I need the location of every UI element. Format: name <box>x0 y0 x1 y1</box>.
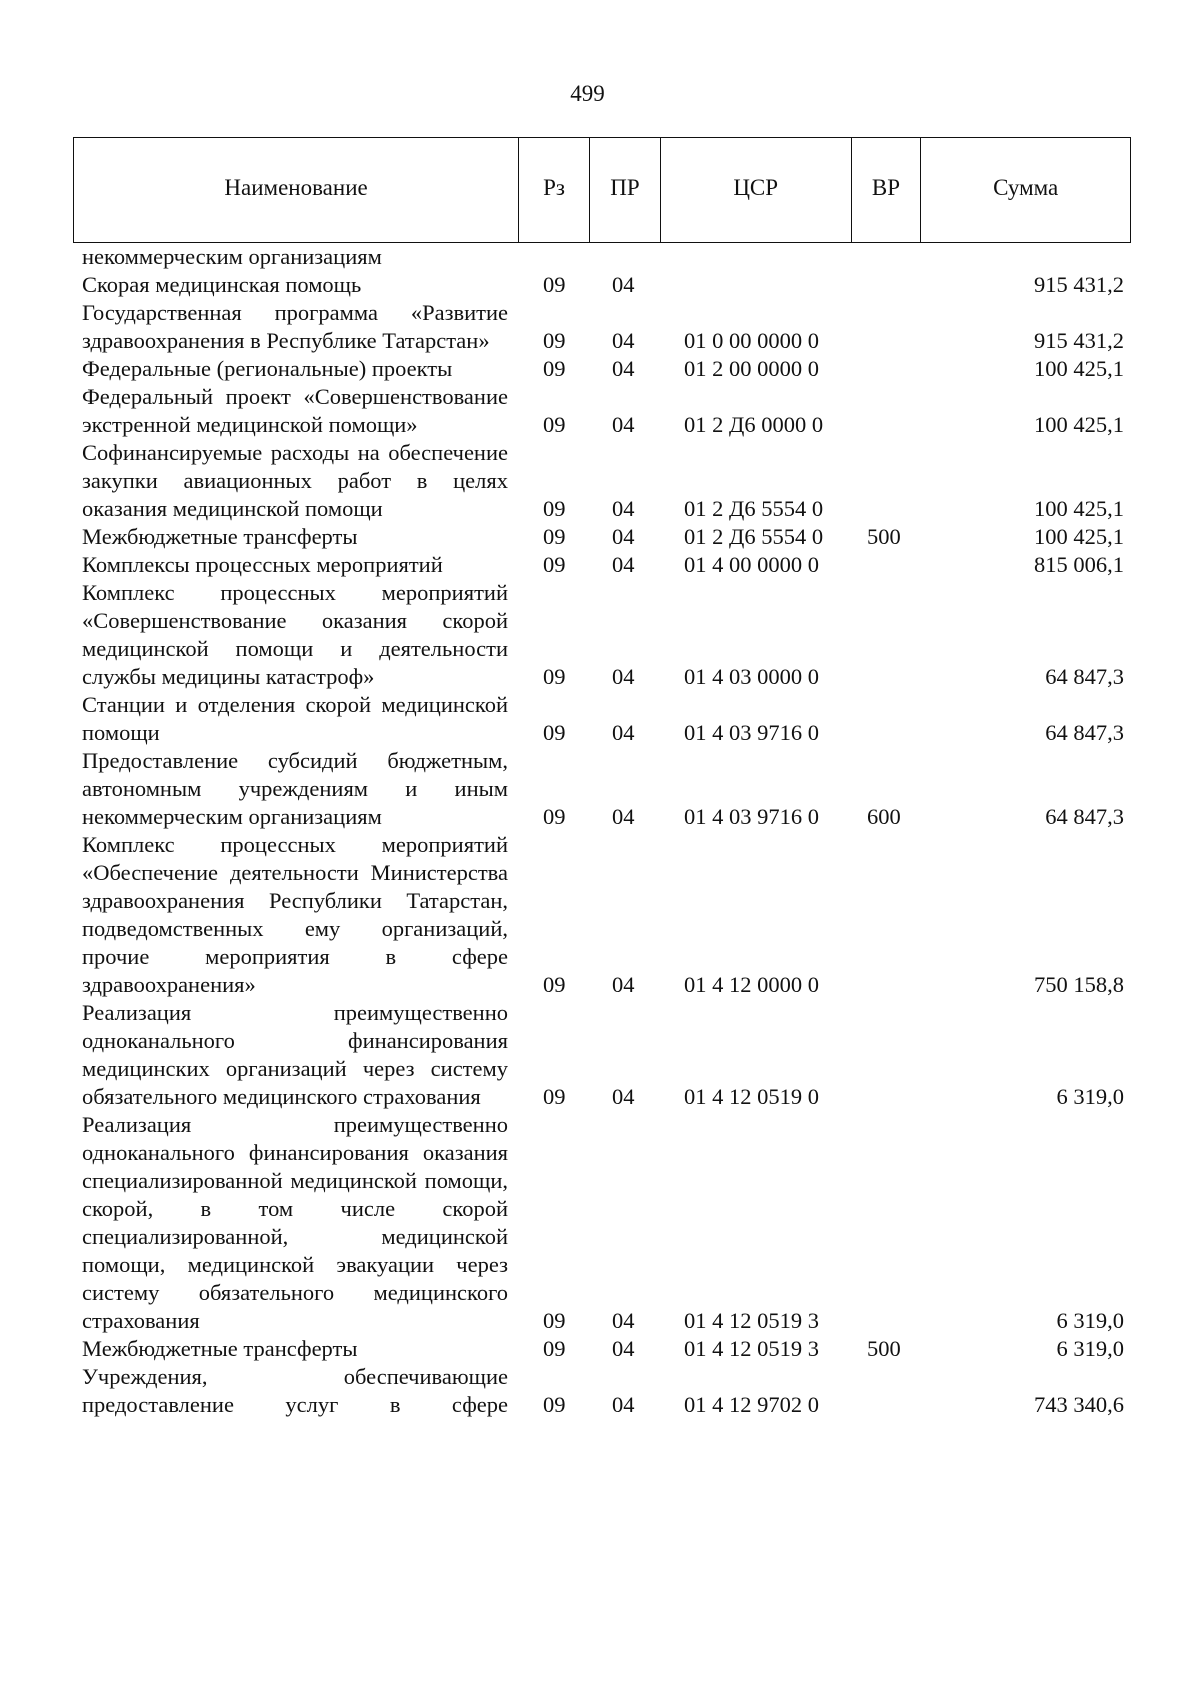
table-row <box>0 831 1200 999</box>
table-row <box>0 999 1200 1111</box>
row-sum: 915 431,2 <box>1034 328 1124 353</box>
row-rz: 09 <box>543 1308 566 1333</box>
table-row <box>0 551 1200 579</box>
row-name: Межбюджетные трансферты <box>82 1336 358 1361</box>
row-csr: 01 0 00 0000 0 <box>684 328 819 353</box>
row-name: Государственная программа «Развитие здравоохранения в Республике Татарстан» <box>82 300 508 353</box>
header-csr: ЦСР <box>661 138 852 242</box>
table-body <box>0 243 1200 1419</box>
row-name: Комплексы процессных мероприятий <box>82 552 443 577</box>
row-rz: 09 <box>543 412 566 437</box>
row-sum: 100 425,1 <box>1034 356 1124 381</box>
row-sum: 64 847,3 <box>1045 664 1124 689</box>
row-sum: 743 340,6 <box>1034 1392 1124 1417</box>
row-pr: 04 <box>612 1336 635 1361</box>
row-pr: 04 <box>612 412 635 437</box>
row-rz: 09 <box>543 524 566 549</box>
header-pr: ПР <box>590 138 661 242</box>
row-name: Учреждения, обеспечивающие предоставление услуг в сфере <box>82 1364 508 1417</box>
table-row <box>0 439 1200 523</box>
header-name: Наименование <box>74 138 519 242</box>
row-name: некоммерческим организациям <box>82 244 382 269</box>
table-row <box>0 691 1200 747</box>
row-name: Станции и отделения скорой медицинской помощи <box>82 692 508 745</box>
row-csr: 01 4 12 0519 3 <box>684 1308 819 1333</box>
row-name: Межбюджетные трансферты <box>82 524 358 549</box>
row-pr: 04 <box>612 720 635 745</box>
row-name: Комплекс процессных мероприятий «Совершенствование оказания скорой медицинской помощи и деятельности службы медицины катастроф» <box>82 580 508 689</box>
row-csr: 01 2 00 0000 0 <box>684 356 819 381</box>
row-sum: 815 006,1 <box>1034 552 1124 577</box>
row-sum: 100 425,1 <box>1034 496 1124 521</box>
row-rz: 09 <box>543 1336 566 1361</box>
row-rz: 09 <box>543 1084 566 1109</box>
row-name: Софинансируемые расходы на обеспечение закупки авиационных работ в целях оказания медицинской помощи <box>82 440 508 521</box>
row-sum: 100 425,1 <box>1034 412 1124 437</box>
row-pr: 04 <box>612 552 635 577</box>
page-number: 499 <box>570 81 605 106</box>
row-rz: 09 <box>543 1392 566 1417</box>
row-rz: 09 <box>543 664 566 689</box>
row-name: Скорая медицинская помощь <box>82 272 362 297</box>
row-pr: 04 <box>612 272 635 297</box>
row-vr: 500 <box>867 524 901 549</box>
table-header <box>73 137 1131 243</box>
row-sum: 6 319,0 <box>1056 1336 1124 1361</box>
header-sum: Сумма <box>993 175 1059 200</box>
row-sum: 100 425,1 <box>1034 524 1124 549</box>
header-rz: Рз <box>519 138 590 242</box>
row-csr: 01 4 00 0000 0 <box>684 552 819 577</box>
row-csr: 01 4 12 0000 0 <box>684 972 819 997</box>
row-name: Предоставление субсидий бюджетным, автономным учреждениям и иным некоммерческим организациям <box>82 748 508 829</box>
row-csr: 01 4 03 9716 0 <box>684 804 819 829</box>
row-csr: 01 4 12 0519 3 <box>684 1336 819 1361</box>
row-csr: 01 4 03 9716 0 <box>684 720 819 745</box>
table-row <box>0 299 1200 355</box>
row-csr: 01 2 Д6 0000 0 <box>684 412 824 437</box>
row-vr: 500 <box>867 1336 901 1361</box>
row-pr: 04 <box>612 1392 635 1417</box>
row-name: Комплекс процессных мероприятий «Обеспечение деятельности Министерства здравоохранения Республики Татарстан, подведомственных ему организаций, прочие мероприятия в сфере здравоохранения» <box>82 832 508 997</box>
row-rz: 09 <box>543 272 566 297</box>
table-row <box>0 1335 1200 1363</box>
table-row <box>0 747 1200 831</box>
row-sum: 64 847,3 <box>1045 720 1124 745</box>
row-name: Федеральный проект «Совершенствование экстренной медицинской помощи» <box>82 384 508 437</box>
row-name: Реализация преимущественно одноканального финансирования оказания специализированной медицинской помощи, скорой, в том числе скорой специализированной, медицинской помощи, медицинской эвакуации через систему обязательного медицинского страхования <box>82 1112 508 1333</box>
row-pr: 04 <box>612 496 635 521</box>
row-sum: 6 319,0 <box>1056 1084 1124 1109</box>
table-row <box>0 271 1200 299</box>
row-rz: 09 <box>543 328 566 353</box>
row-pr: 04 <box>612 1084 635 1109</box>
row-rz: 09 <box>543 720 566 745</box>
row-sum: 6 319,0 <box>1056 1308 1124 1333</box>
table-row <box>0 1111 1200 1335</box>
row-csr: 01 4 12 0519 0 <box>684 1084 819 1109</box>
row-sum: 915 431,2 <box>1034 272 1124 297</box>
row-pr: 04 <box>612 804 635 829</box>
row-pr: 04 <box>612 356 635 381</box>
row-name: Реализация преимущественно одноканального финансирования медицинских организаций через систему обязательного медицинского страхования <box>82 1000 508 1109</box>
row-vr: 600 <box>867 804 901 829</box>
row-pr: 04 <box>612 328 635 353</box>
table-row <box>0 579 1200 691</box>
row-csr: 01 2 Д6 5554 0 <box>684 496 824 521</box>
table-row <box>0 523 1200 551</box>
row-sum: 64 847,3 <box>1045 804 1124 829</box>
row-rz: 09 <box>543 356 566 381</box>
row-pr: 04 <box>612 972 635 997</box>
row-sum: 750 158,8 <box>1034 972 1124 997</box>
table-row <box>0 243 1200 271</box>
table-row <box>0 383 1200 439</box>
table-row <box>0 355 1200 383</box>
row-rz: 09 <box>543 552 566 577</box>
row-pr: 04 <box>612 524 635 549</box>
row-csr: 01 4 12 9702 0 <box>684 1392 819 1417</box>
row-name: Федеральные (региональные) проекты <box>82 356 453 381</box>
header-vr: ВР <box>852 138 922 242</box>
row-csr: 01 4 03 0000 0 <box>684 664 819 689</box>
row-rz: 09 <box>543 496 566 521</box>
row-rz: 09 <box>543 972 566 997</box>
table-row <box>0 1363 1200 1419</box>
row-pr: 04 <box>612 1308 635 1333</box>
row-rz: 09 <box>543 804 566 829</box>
row-csr: 01 2 Д6 5554 0 <box>684 524 824 549</box>
row-pr: 04 <box>612 664 635 689</box>
